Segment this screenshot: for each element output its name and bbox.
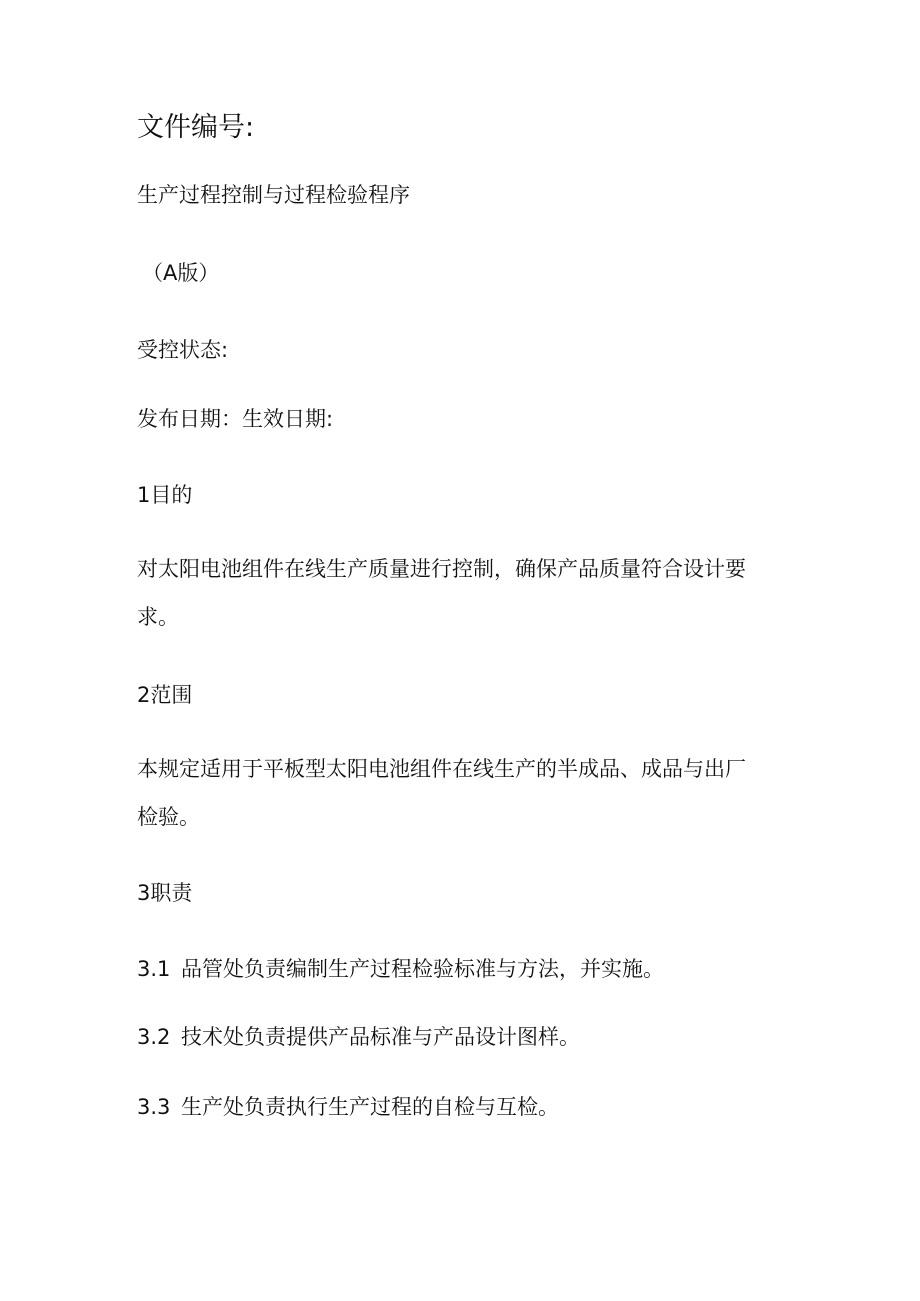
dates-label: 发布日期：生效日期:: [137, 407, 334, 431]
section-heading-scope: 2范围: [137, 683, 193, 707]
section-scope-line-2: 检验。: [137, 805, 200, 829]
item-number: 3.2: [137, 1025, 171, 1049]
control-status-label: 受控状态:: [137, 338, 229, 362]
section-heading-purpose: 1目的: [137, 483, 193, 507]
item-text: 品管处负责编制生产过程检验标准与方法，并实施。: [181, 957, 664, 981]
document-version: （A版）: [142, 261, 220, 285]
responsibility-item: [137, 1024, 580, 1050]
item-number: 3.3: [137, 1095, 171, 1119]
document-number-label: 文件编号:: [137, 112, 255, 143]
item-text: 生产处负责执行生产过程的自检与互检。: [181, 1095, 559, 1119]
item-text: 技术处负责提供产品标准与产品设计图样。: [181, 1025, 580, 1049]
section-purpose-line-2: 求。: [137, 605, 179, 629]
section-scope-line-1: 本规定适用于平板型太阳电池组件在线生产的半成品、成品与出厂: [137, 757, 746, 781]
item-number: 3.1: [137, 957, 171, 981]
section-heading-responsibilities: 3职责: [137, 881, 193, 905]
section-purpose-line-1: 对太阳电池组件在线生产质量进行控制，确保产品质量符合设计要: [137, 557, 746, 581]
document-title: 生产过程控制与过程检验程序: [137, 183, 410, 207]
responsibility-item: [137, 956, 664, 982]
responsibility-item: [137, 1094, 559, 1120]
